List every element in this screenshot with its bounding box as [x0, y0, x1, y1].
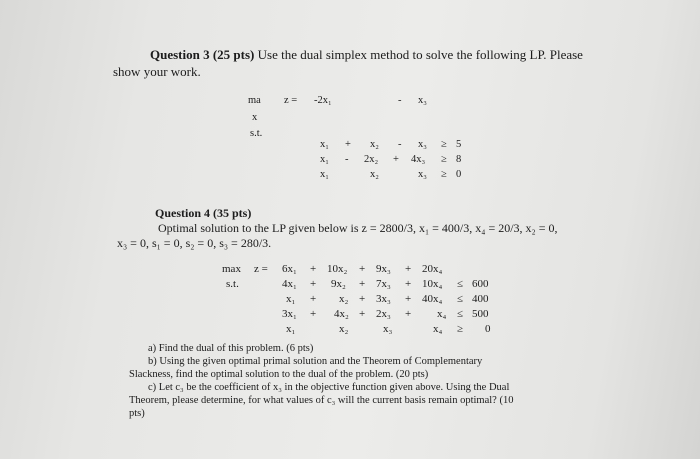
q3-c1-rhs: 5: [456, 139, 462, 150]
question-4-solution-line-1: Optimal solution to the LP given below is z = 2800/3, x₁ = 400/3, x₄ = 20/3, x₂ = 0,: [158, 221, 558, 235]
q4-r1-x2: 9x₂: [331, 278, 346, 290]
q3-subject-to: s.t.: [250, 128, 263, 139]
q4-z-label: z =: [254, 263, 268, 275]
q4-r3-rel: ≤: [457, 308, 464, 320]
q4-part-c-line-2: Theorem, please determine, for what values of c₃ will the current basis remain optimal? (10: [129, 395, 514, 406]
q3-c2-x3: 4x₃: [411, 154, 426, 165]
q4-r2-x1: x₁: [286, 293, 296, 305]
q3-c3-x3: x₃: [418, 169, 427, 180]
q3-c2-rhs: 8: [456, 154, 462, 165]
q3-c1-op1: +: [345, 139, 351, 150]
q4-r1-rhs: 600: [472, 278, 489, 290]
q3-c2-x1: x₁: [320, 154, 329, 165]
q4-r1-op3: +: [405, 278, 412, 290]
q4-r2-op3: +: [405, 293, 412, 305]
q4-r2-x3: 3x₃: [376, 293, 391, 305]
q4-r4-rhs: 0: [485, 323, 491, 335]
q4-r0-x4: 20x₄: [422, 263, 443, 275]
q4-part-b-line-1: b) Using the given optimal primal solution and the Theorem of Complementary: [148, 356, 483, 367]
q3-c2-op2: +: [393, 154, 399, 165]
q3-c1-x1: x₁: [320, 139, 329, 150]
q3-c1-op2: -: [398, 139, 402, 150]
q4-r1-x1: 4x₁: [282, 278, 297, 290]
q3-c1-x3: x₃: [418, 139, 427, 150]
q4-r0-op1: +: [310, 263, 317, 275]
q3-obj-sign-2: -: [398, 95, 402, 106]
q4-r4-x4: x₄: [433, 323, 443, 335]
q4-r3-op3: +: [405, 308, 412, 320]
q4-r0-x3: 9x₃: [376, 263, 391, 275]
q3-c3-x1: x₁: [320, 169, 329, 180]
q4-r2-rel: ≤: [457, 293, 464, 305]
q4-part-c-line-1: c) Let c₃ be the coefficient of x₃ in the objective function given above. Using the Dual: [148, 382, 510, 393]
q4-r2-op2: +: [359, 293, 366, 305]
q4-r4-x3: x₃: [383, 323, 393, 335]
q4-r3-x3: 2x₃: [376, 308, 391, 320]
question-3-heading: [150, 47, 583, 63]
q3-c3-x2: x₂: [370, 169, 379, 180]
q4-r3-op1: +: [310, 308, 317, 320]
q3-obj-label-b: x: [252, 112, 258, 123]
q4-r2-op1: +: [310, 293, 317, 305]
q4-part-b-line-2: Slackness, find the optimal solution to the dual of the problem. (20 pts): [129, 369, 429, 380]
q4-subject-to: s.t.: [226, 278, 239, 290]
q4-r1-x4: 10x₄: [422, 278, 443, 290]
q4-r3-op2: +: [359, 308, 366, 320]
q4-r3-x4: x₄: [437, 308, 447, 320]
q4-r1-op2: +: [359, 278, 366, 290]
q4-r4-x1: x₁: [286, 323, 296, 335]
q3-c1-x2: x₂: [370, 139, 379, 150]
q4-r2-x4: 40x₄: [422, 293, 443, 305]
q4-r1-rel: ≤: [457, 278, 464, 290]
q4-r0-x2: 10x₂: [327, 263, 348, 275]
q4-r3-rhs: 500: [472, 308, 489, 320]
q4-r1-op1: +: [310, 278, 317, 290]
q4-part-c-line-3: pts): [129, 408, 145, 419]
q4-r2-x2: x₂: [339, 293, 349, 305]
q4-r4-rel: ≥: [457, 323, 464, 335]
q4-r2-rhs: 400: [472, 293, 489, 305]
q4-r1-x3: 7x₃: [376, 278, 391, 290]
q4-r4-x2: x₂: [339, 323, 349, 335]
q3-c3-rel: ≥: [441, 169, 447, 180]
question-3-title: Question 3 (25 pts): [150, 47, 255, 62]
q3-c2-op1: -: [345, 154, 349, 165]
q4-r3-x1: 3x₁: [282, 308, 297, 320]
q4-max-label: max: [222, 263, 241, 275]
q3-obj-eq: z =: [284, 95, 298, 106]
q3-c2-x2: 2x₂: [364, 154, 379, 165]
q4-r0-op2: +: [359, 263, 366, 275]
question-4-title: Question 4 (35 pts): [155, 206, 252, 220]
q3-obj-term-1: -2x₁: [314, 95, 332, 106]
q4-part-a: a) Find the dual of this problem. (6 pts): [148, 343, 314, 354]
q4-r3-x2: 4x₂: [334, 308, 349, 320]
q4-r0-op3: +: [405, 263, 412, 275]
q3-c3-rhs: 0: [456, 169, 462, 180]
q4-r0-x1: 6x₁: [282, 263, 297, 275]
question-3-instruction-cont: show your work.: [113, 64, 201, 79]
question-3-instruction: Use the dual simplex method to solve the following LP. Please: [254, 47, 583, 62]
q3-c2-rel: ≥: [441, 154, 447, 165]
question-4-solution-line-2: x₃ = 0, s₁ = 0, s₂ = 0, s₃ = 280/3.: [117, 236, 272, 250]
q3-c1-rel: ≥: [441, 139, 447, 150]
q3-obj-label-a: ma: [248, 95, 261, 106]
q3-obj-term-2: x₃: [418, 95, 427, 106]
